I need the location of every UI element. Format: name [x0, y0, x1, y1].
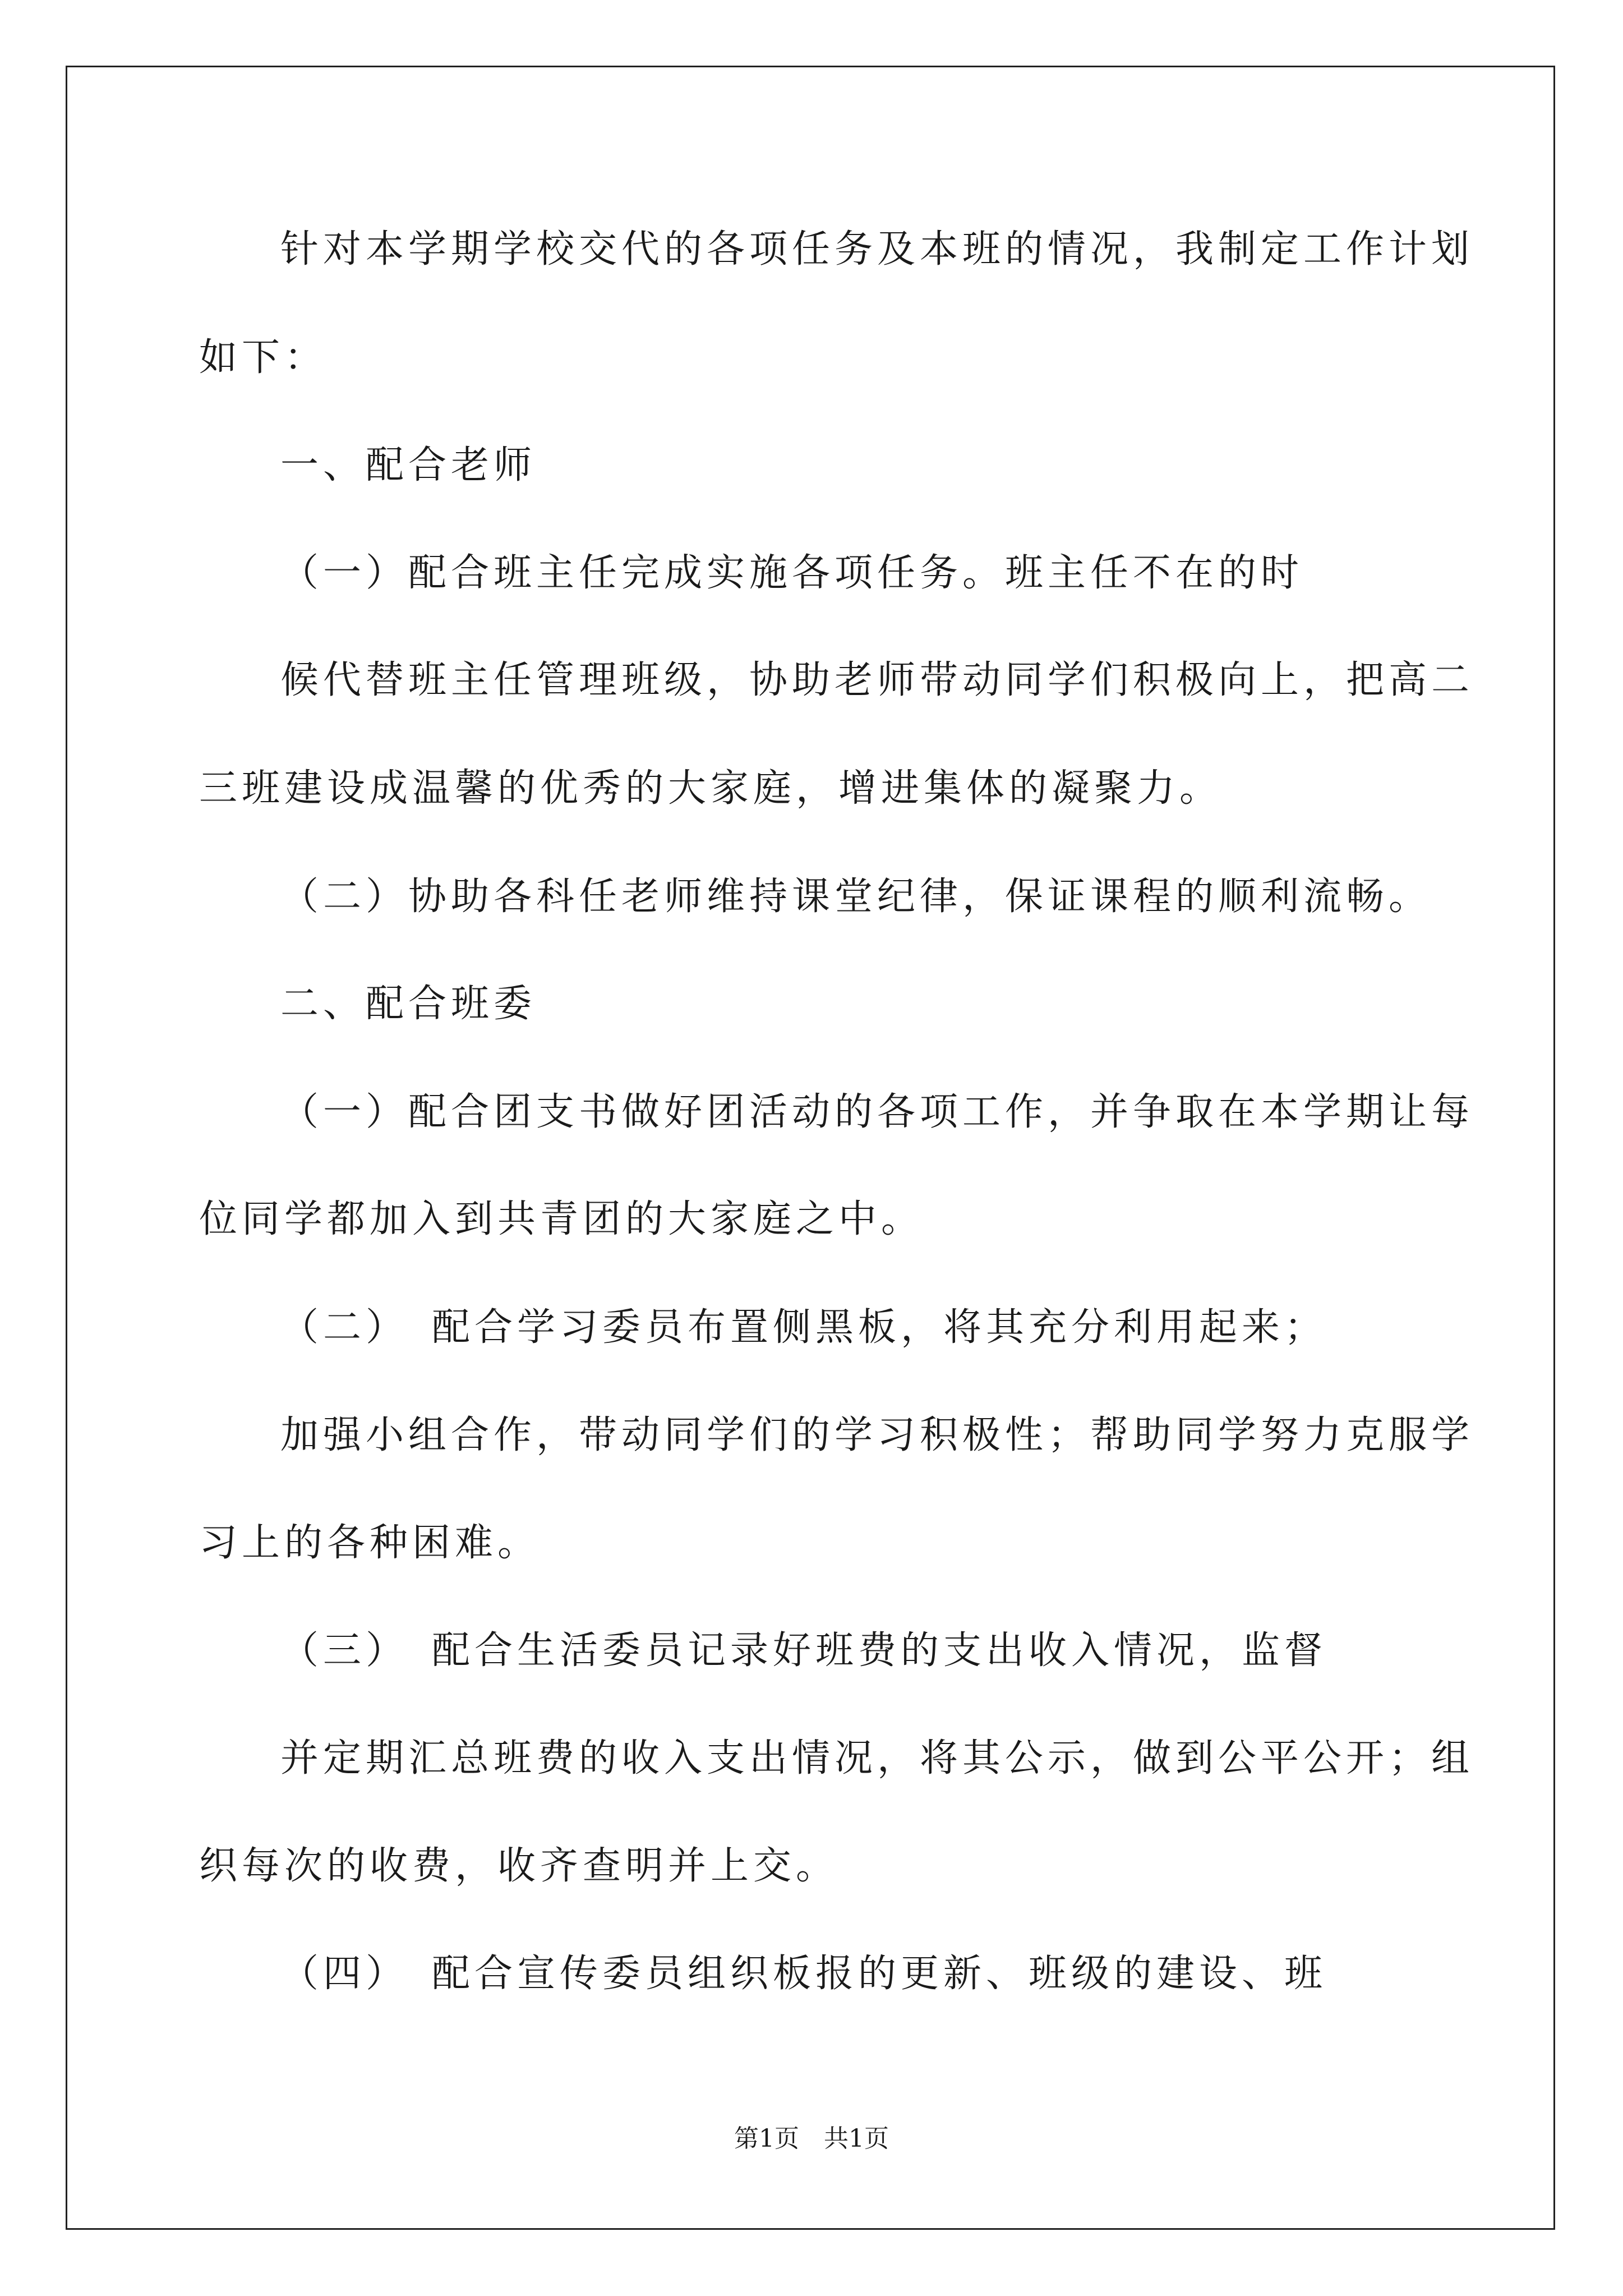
text-line: 加强小组合作，带动同学们的学习积极性；帮助同学努力克服学	[280, 1413, 1474, 1457]
text-line: 位同学都加入到共青团的大家庭之中。	[199, 1197, 924, 1241]
text-line: （二）协助各科任老师维持课堂纪律，保证课程的顺利流畅。	[280, 875, 1432, 919]
text-line: （一）配合班主任完成实施各项任务。班主任不在的时	[280, 551, 1304, 595]
section-heading: 二、配合班委	[280, 982, 537, 1026]
text-line: 织每次的收费，收齐查明并上交。	[199, 1844, 839, 1888]
text-line: 针对本学期学校交代的各项任务及本班的情况，我制定工作计划	[280, 227, 1474, 272]
section-heading: 一、配合老师	[280, 443, 537, 487]
text-line: （四） 配合宣传委员组织板报的更新、班级的建设、班	[280, 1952, 1327, 1996]
text-line: （一）配合团支书做好团活动的各项工作，并争取在本学期让每	[280, 1090, 1474, 1134]
text-line: 习上的各种困难。	[199, 1521, 541, 1565]
text-line: （二） 配合学习委员布置侧黑板，将其充分利用起来；	[280, 1305, 1327, 1350]
page-number-footer: 第1页 共1页	[734, 2124, 889, 2153]
text-line: （三） 配合生活委员记录好班费的支出收入情况，监督	[280, 1628, 1327, 1673]
text-line: 候代替班主任管理班级，协助老师带动同学们积极向上，把高二	[280, 658, 1474, 702]
text-line: 并定期汇总班费的收入支出情况，将其公示，做到公平公开；组	[280, 1736, 1474, 1780]
text-line: 如下：	[199, 335, 328, 380]
page-border	[66, 66, 1555, 2230]
text-line: 三班建设成温馨的优秀的大家庭，增进集体的凝聚力。	[199, 766, 1223, 811]
